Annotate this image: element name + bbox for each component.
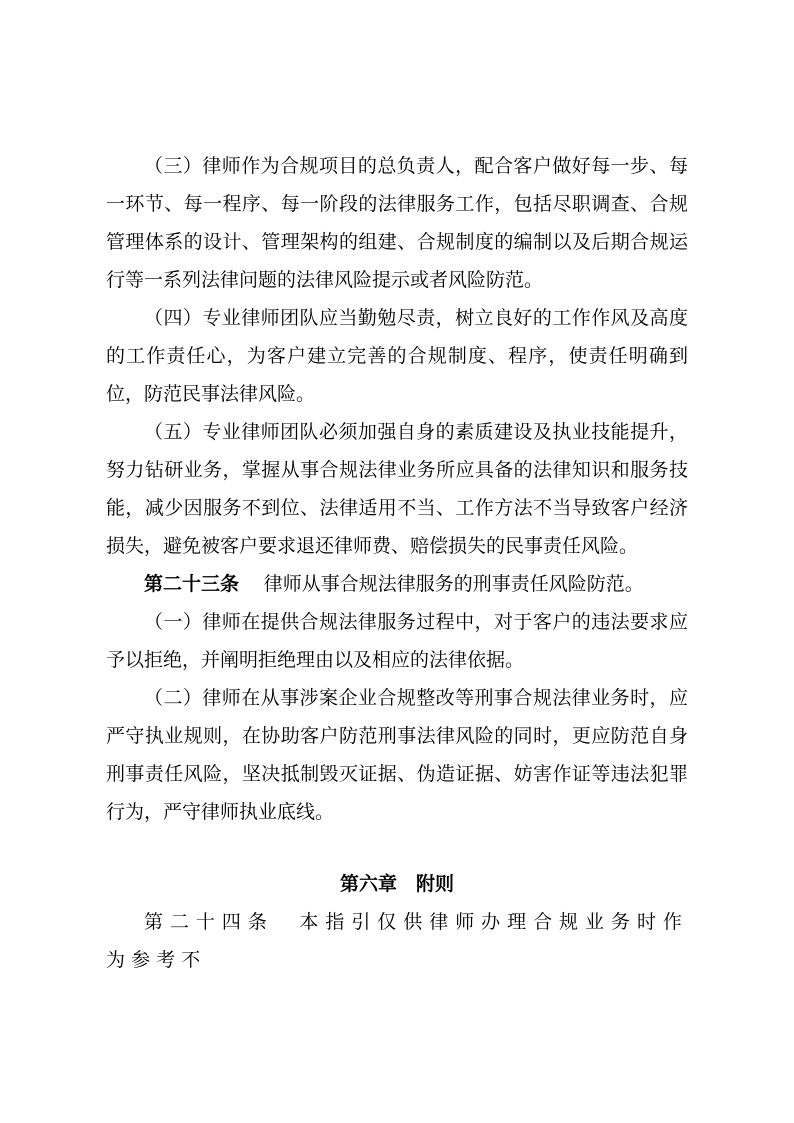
article-24-text: 本指引仅供律师办理合规业务时作为参考不: [106, 911, 688, 971]
paragraph-item-3: （三）律师作为合规项目的总负责人，配合客户做好每一步、每一环节、每一程序、每一阶段的法律服务工作，包括尽职调查、合规管理体系的设计、管理架构的组建、合规制度的编制以及后期合规运行等一系列法律问题的法律风险提示或者风险防范。: [106, 155, 688, 291]
paragraph-item-4: （四）专业律师团队应当勤勉尽责，树立良好的工作作风及高度的工作责任心，为客户建立完善的合规制度、程序，使责任明确到位，防范民事法律风险。: [106, 307, 688, 405]
article-23-heading: 第二十三条: [144, 573, 240, 595]
article-23-text: 律师从事合规法律服务的刑事责任风险防范。: [263, 573, 644, 595]
article-23: [106, 565, 688, 603]
document-body: [106, 147, 688, 979]
article-23-item-1: （一）律师在提供合规法律服务过程中，对于客户的违法要求应予以拒绝，并阐明拒绝理由以及相应的法律依据。: [106, 611, 688, 671]
chapter-title: 第六章 附则: [339, 873, 454, 895]
article-23-item-2: （二）律师在从事涉案企业合规整改等刑事合规法律业务时，应严守执业规则，在协助客户防范刑事法律风险的同时，更应防范自身刑事责任风险，坚决抵制毁灭证据、伪造证据、妨害作证等违法犯罪行为，严守律师执业底线。: [106, 687, 688, 823]
paragraph-item-5: （五）专业律师团队必须加强自身的素质建设及执业技能提升，努力钻研业务，掌握从事合规法律业务所应具备的法律知识和服务技能，减少因服务不到位、法律适用不当、工作方法不当导致客户经济损失，避免被客户要求退还律师费、赔偿损失的民事责任风险。: [106, 421, 688, 557]
article-24-heading: 第二十四条: [144, 911, 274, 933]
article-24: [106, 903, 688, 979]
